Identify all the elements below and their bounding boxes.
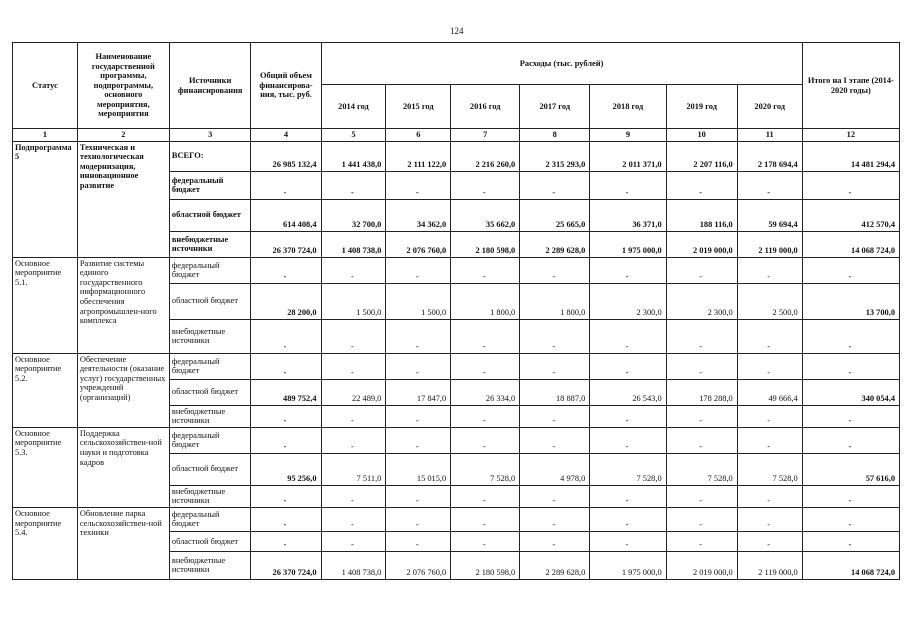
row-status: Основное мероприятие 5.3. <box>13 427 78 507</box>
amount-cell: - <box>737 531 802 551</box>
funding-source: областной бюджет <box>169 379 251 405</box>
amount-cell: 26 543,0 <box>590 379 666 405</box>
row-name: Обновление парка сельскохозяйствен-ной техники <box>77 507 169 579</box>
row-status: Основное мероприятие 5.2. <box>13 353 78 427</box>
amount-cell: 57 616,0 <box>802 453 899 485</box>
header-year: 2017 год <box>520 85 590 129</box>
amount-cell: - <box>451 485 520 507</box>
table-row <box>13 141 900 171</box>
amount-cell: - <box>321 405 386 427</box>
amount-cell: - <box>737 319 802 353</box>
amount-cell: 26 370 724,0 <box>251 231 321 257</box>
amount-cell: 188 116,0 <box>666 199 737 231</box>
amount-cell: 2 076 760,0 <box>386 231 451 257</box>
amount-cell: 7 511,0 <box>321 453 386 485</box>
amount-cell: - <box>251 257 321 283</box>
header-year: 2019 год <box>666 85 737 129</box>
amount-cell: 49 666,4 <box>737 379 802 405</box>
amount-cell: - <box>386 427 451 453</box>
amount-cell: - <box>590 353 666 379</box>
amount-cell: 2 180 598,0 <box>451 551 520 579</box>
amount-cell: - <box>251 507 321 531</box>
funding-source: федеральный бюджет <box>169 257 251 283</box>
amount-cell: - <box>802 531 899 551</box>
amount-cell: 1 441 438,0 <box>321 141 386 171</box>
funding-source: внебюджетные источники <box>169 231 251 257</box>
amount-cell: - <box>321 531 386 551</box>
amount-cell: 4 978,0 <box>520 453 590 485</box>
funding-source: федеральный бюджет <box>169 171 251 199</box>
amount-cell: - <box>520 257 590 283</box>
amount-cell: - <box>590 531 666 551</box>
amount-cell: - <box>666 531 737 551</box>
amount-cell: - <box>386 171 451 199</box>
amount-cell: 2 315 293,0 <box>520 141 590 171</box>
amount-cell: - <box>321 319 386 353</box>
header-total: Общий объем финансирова-ния, тыс. руб. <box>251 43 321 129</box>
amount-cell: - <box>737 427 802 453</box>
funding-source: областной бюджет <box>169 453 251 485</box>
amount-cell: 35 662,0 <box>451 199 520 231</box>
amount-cell: - <box>451 171 520 199</box>
amount-cell: 1 975 000,0 <box>590 231 666 257</box>
amount-cell: 18 887,0 <box>520 379 590 405</box>
amount-cell: - <box>737 257 802 283</box>
amount-cell: 2 289 628,0 <box>520 551 590 579</box>
amount-cell: - <box>666 405 737 427</box>
amount-cell: 26 370 724,0 <box>251 551 321 579</box>
amount-cell: 34 362,0 <box>386 199 451 231</box>
amount-cell: - <box>737 485 802 507</box>
amount-cell: - <box>451 427 520 453</box>
amount-cell: 26 985 132,4 <box>251 141 321 171</box>
amount-cell: - <box>321 507 386 531</box>
amount-cell: 2 289 628,0 <box>520 231 590 257</box>
amount-cell: - <box>386 257 451 283</box>
funding-source: областной бюджет <box>169 531 251 551</box>
amount-cell: 14 068 724,0 <box>802 551 899 579</box>
amount-cell: - <box>590 405 666 427</box>
amount-cell: 1 500,0 <box>386 283 451 319</box>
amount-cell: 1 800,0 <box>451 283 520 319</box>
amount-cell: 2 019 000,0 <box>666 551 737 579</box>
amount-cell: - <box>802 507 899 531</box>
amount-cell: - <box>451 353 520 379</box>
amount-cell: - <box>520 485 590 507</box>
row-name: Техническая и технологическая модернизация, инновационное развитие <box>77 141 169 257</box>
amount-cell: - <box>451 531 520 551</box>
amount-cell: 2 180 598,0 <box>451 231 520 257</box>
amount-cell: 1 800,0 <box>520 283 590 319</box>
header-name: Наименование государственной программы, подпрограммы, основного мероприятия, мероприятия <box>77 43 169 129</box>
amount-cell: - <box>251 353 321 379</box>
page-number: 124 <box>450 26 464 36</box>
amount-cell: - <box>666 171 737 199</box>
amount-cell: - <box>321 171 386 199</box>
amount-cell: - <box>451 319 520 353</box>
amount-cell: 17 847,0 <box>386 379 451 405</box>
column-number: 8 <box>520 129 590 142</box>
amount-cell: 1 408 738,0 <box>321 551 386 579</box>
amount-cell: - <box>386 485 451 507</box>
amount-cell: 95 256,0 <box>251 453 321 485</box>
amount-cell: - <box>251 485 321 507</box>
amount-cell: - <box>590 485 666 507</box>
amount-cell: - <box>251 171 321 199</box>
funding-source: внебюджетные источники <box>169 485 251 507</box>
amount-cell: 32 700,0 <box>321 199 386 231</box>
amount-cell: 14 068 724,0 <box>802 231 899 257</box>
header-stage-total: Итого на I этапе (2014-2020 годы) <box>802 43 899 129</box>
header-year: 2014 год <box>321 85 386 129</box>
amount-cell: - <box>802 485 899 507</box>
amount-cell: - <box>590 507 666 531</box>
amount-cell: - <box>386 507 451 531</box>
amount-cell: - <box>451 405 520 427</box>
header-year: 2016 год <box>451 85 520 129</box>
amount-cell: - <box>386 405 451 427</box>
amount-cell: - <box>321 427 386 453</box>
amount-cell: - <box>321 257 386 283</box>
header-status: Статус <box>13 43 78 129</box>
amount-cell: - <box>386 353 451 379</box>
amount-cell: 2 216 260,0 <box>451 141 520 171</box>
amount-cell: - <box>802 257 899 283</box>
amount-cell: - <box>737 353 802 379</box>
amount-cell: 15 015,0 <box>386 453 451 485</box>
amount-cell: - <box>590 319 666 353</box>
amount-cell: 59 694,4 <box>737 199 802 231</box>
column-number: 10 <box>666 129 737 142</box>
amount-cell: 614 408,4 <box>251 199 321 231</box>
row-name: Развитие системы единого государственного информационного обеспечения агропромышлен-ного комплекса <box>77 257 169 353</box>
amount-cell: 2 119 000,0 <box>737 551 802 579</box>
column-number: 2 <box>77 129 169 142</box>
amount-cell: 2 500,0 <box>737 283 802 319</box>
amount-cell: 178 288,0 <box>666 379 737 405</box>
amount-cell: 7 528,0 <box>737 453 802 485</box>
amount-cell: - <box>451 507 520 531</box>
row-name: Поддержка сельскохозяйствен-ной науки и подготовка кадров <box>77 427 169 507</box>
amount-cell: - <box>802 405 899 427</box>
amount-cell: - <box>520 353 590 379</box>
funding-source: федеральный бюджет <box>169 427 251 453</box>
column-number: 3 <box>169 129 251 142</box>
amount-cell: - <box>802 171 899 199</box>
amount-cell: 7 528,0 <box>590 453 666 485</box>
amount-cell: 489 752,4 <box>251 379 321 405</box>
funding-source: областной бюджет <box>169 199 251 231</box>
amount-cell: - <box>590 171 666 199</box>
amount-cell: - <box>802 353 899 379</box>
table-row <box>13 507 900 531</box>
amount-cell: 13 700,0 <box>802 283 899 319</box>
funding-source: ВСЕГО: <box>169 141 251 171</box>
amount-cell: - <box>666 353 737 379</box>
amount-cell: - <box>737 171 802 199</box>
amount-cell: - <box>451 257 520 283</box>
amount-cell: 22 489,0 <box>321 379 386 405</box>
column-number: 12 <box>802 129 899 142</box>
column-number: 9 <box>590 129 666 142</box>
column-number: 5 <box>321 129 386 142</box>
amount-cell: 2 178 694,4 <box>737 141 802 171</box>
funding-source: внебюджетные источники <box>169 551 251 579</box>
column-number: 11 <box>737 129 802 142</box>
amount-cell: 2 019 000,0 <box>666 231 737 257</box>
amount-cell: - <box>321 353 386 379</box>
amount-cell: - <box>520 171 590 199</box>
amount-cell: 7 528,0 <box>451 453 520 485</box>
table-row <box>13 257 900 283</box>
amount-cell: - <box>386 319 451 353</box>
amount-cell: - <box>737 507 802 531</box>
amount-cell: 412 570,4 <box>802 199 899 231</box>
amount-cell: - <box>520 427 590 453</box>
amount-cell: 26 334,0 <box>451 379 520 405</box>
amount-cell: - <box>666 507 737 531</box>
budget-table <box>12 42 900 580</box>
amount-cell: - <box>802 427 899 453</box>
funding-source: федеральный бюджет <box>169 507 251 531</box>
amount-cell: 14 481 294,4 <box>802 141 899 171</box>
amount-cell: 340 054,4 <box>802 379 899 405</box>
column-number: 6 <box>386 129 451 142</box>
amount-cell: 1 500,0 <box>321 283 386 319</box>
amount-cell: - <box>251 405 321 427</box>
column-number: 7 <box>451 129 520 142</box>
funding-source: внебюджетные источники <box>169 405 251 427</box>
funding-source: внебюджетные источники <box>169 319 251 353</box>
row-status: Основное мероприятие 5.1. <box>13 257 78 353</box>
amount-cell: - <box>321 485 386 507</box>
amount-cell: - <box>251 319 321 353</box>
amount-cell: 1 975 000,0 <box>590 551 666 579</box>
row-name: Обеспечение деятельности (оказание услуг) государственных учреждений (организаций) <box>77 353 169 427</box>
row-status: Подпрограмма 5 <box>13 141 78 257</box>
amount-cell: - <box>802 319 899 353</box>
amount-cell: - <box>520 507 590 531</box>
header-source: Источники финансирования <box>169 43 251 129</box>
amount-cell: - <box>737 405 802 427</box>
amount-cell: - <box>666 485 737 507</box>
amount-cell: - <box>590 257 666 283</box>
amount-cell: 36 371,0 <box>590 199 666 231</box>
table-row <box>13 427 900 453</box>
amount-cell: - <box>520 319 590 353</box>
row-status: Основное мероприятие 5.4. <box>13 507 78 579</box>
amount-cell: - <box>386 531 451 551</box>
amount-cell: 2 300,0 <box>590 283 666 319</box>
amount-cell: 2 011 371,0 <box>590 141 666 171</box>
table-row <box>13 353 900 379</box>
header-year: 2015 год <box>386 85 451 129</box>
header-expenses: Расходы (тыс. рублей) <box>321 43 802 85</box>
header-year: 2018 год <box>590 85 666 129</box>
column-number: 4 <box>251 129 321 142</box>
amount-cell: - <box>666 427 737 453</box>
funding-source: областной бюджет <box>169 283 251 319</box>
amount-cell: - <box>666 319 737 353</box>
amount-cell: 2 111 122,0 <box>386 141 451 171</box>
amount-cell: - <box>520 531 590 551</box>
amount-cell: 25 665,0 <box>520 199 590 231</box>
amount-cell: 7 528,0 <box>666 453 737 485</box>
amount-cell: 1 408 738,0 <box>321 231 386 257</box>
header-year: 2020 год <box>737 85 802 129</box>
amount-cell: - <box>590 427 666 453</box>
amount-cell: 2 207 116,0 <box>666 141 737 171</box>
funding-source: федеральный бюджет <box>169 353 251 379</box>
amount-cell: - <box>666 257 737 283</box>
amount-cell: - <box>520 405 590 427</box>
amount-cell: - <box>251 531 321 551</box>
amount-cell: 2 300,0 <box>666 283 737 319</box>
amount-cell: - <box>251 427 321 453</box>
amount-cell: 2 119 000,0 <box>737 231 802 257</box>
amount-cell: 2 076 760,0 <box>386 551 451 579</box>
column-number: 1 <box>13 129 78 142</box>
amount-cell: 28 200,0 <box>251 283 321 319</box>
